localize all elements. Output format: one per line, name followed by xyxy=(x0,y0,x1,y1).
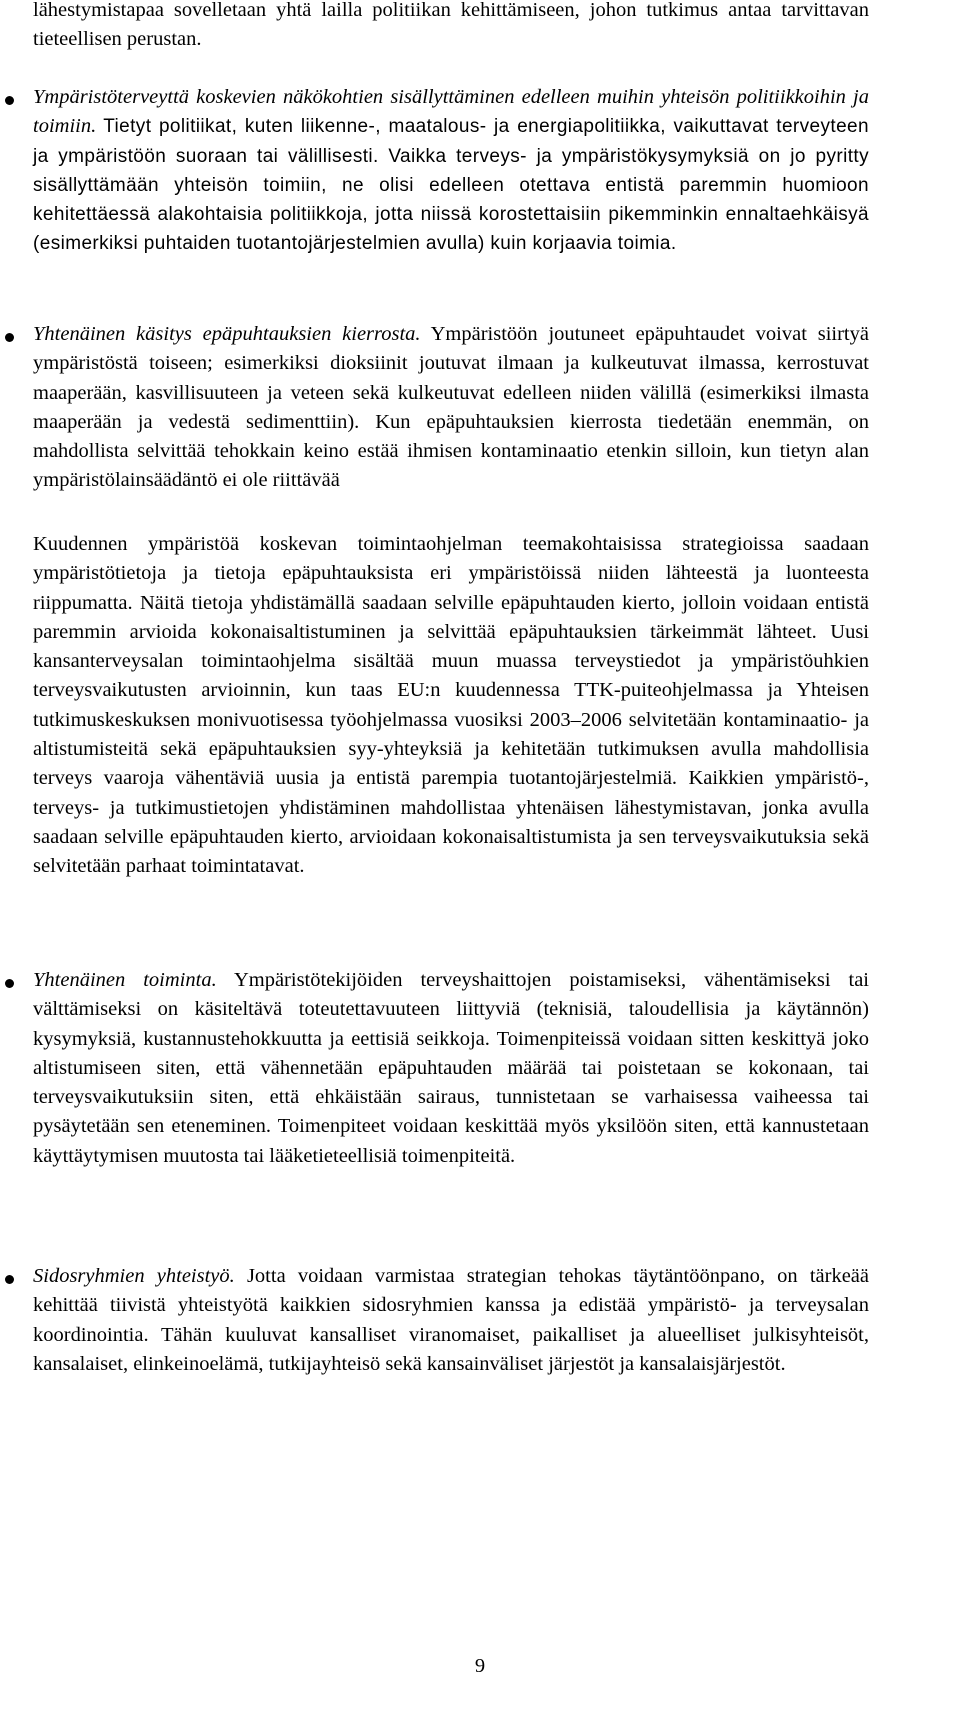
bullet-lead: Sidosryhmien yhteistyö. xyxy=(33,1265,235,1287)
bullet-body: Ympäristöön joutuneet epäpuhtaudet voivat siirtyä ympäristöstä toiseen; esimerkiksi dioksiinit joutuvat ilmaan ja kulkeutuvat ilmassa, kerrostuvat maaperään, kasvillisuuteen ja veteen sekä kulkeutuvat edelleen niiden välillä (esimerkiksi ilmasta maaperään ja vedestä sedimenttiin). Kun epäpuhtauksien kierrosta tiedetään enemmän, on mahdollista selvittää tehokkain keino estää ihmisen kontaminaatio etenkin silloin, kun tietyn alan ympäristölainsäädäntö ei ole riittävää xyxy=(33,323,869,492)
bullet-item xyxy=(33,1262,869,1379)
opening-paragraph: lähestymistapaa sovelletaan yhtä lailla politiikan kehittämiseen, johon tutkimus antaa tarvittavan tieteellisen perustan. xyxy=(33,0,869,51)
bullet-paragraph xyxy=(33,1262,869,1379)
page-number: 9 xyxy=(474,1655,486,1677)
bullet-paragraph xyxy=(33,966,869,1171)
middle-paragraph: Kuudennen ympäristöä koskevan toimintaohjelman teemakohtaisissa strategioissa saadaan ympäristötietoja ja tietoja epäpuhtauksista eri ympäristöissä niiden lähteestä ja luonteesta riippumatta. Näitä tietoja yhdistämällä saadaan selville epäpuhtauden kierto, jolloin voidaan entistä paremmin arvioida kokonaisaltistuminen ja selvittää epäpuhtauksien tärkeimmät lähteet. Uusi kansanterveysalan toimintaohjelma sisältää muun muassa terveystiedot ja ympäristöuhkien terveysvaikutusten arvioinnin, kun taas EU:n kuudennessa TTK-puiteohjelmassa ja Yhteisen tutkimuskeskuksen monivuotisessa työohjelmassa vuosiksi 2003–2006 selvitetään kontaminaatio- ja altistumisteitä sekä epäpuhtauksien syy-yhteyksiä ja kehitetään tutkimuksen avulla mahdollisia terveys vaaroja vähentäviä uusia ja entistä parempia tuotantojärjestelmiä. Kaikkien ympäristö-, terveys- ja tutkimustietojen yhdistäminen mahdollistaa yhtenäisen lähestymistavan, jonka avulla saadaan selville epäpuhtauden kierto, arvioidaan kokonaisaltistumista ja sen terveysvaikutuksia sekä selvitetään parhaat toimintatavat. xyxy=(33,533,869,878)
bullet-lead: Ympäristöterveyttä koskevien näkökohtien sisällyttäminen edelleen muihin yhteisön politiikkoihin ja toimiin. xyxy=(33,86,869,138)
bullet-item xyxy=(33,320,869,496)
bullet-icon xyxy=(5,979,14,988)
bullet-paragraph xyxy=(33,320,869,496)
bullet-lead: Yhtenäinen toiminta. xyxy=(33,969,217,991)
bullet-item xyxy=(33,966,869,1171)
bullet-icon xyxy=(5,333,14,342)
bullet-icon xyxy=(5,1275,14,1284)
middle-paragraph-block xyxy=(33,530,869,882)
bullet-lead: Yhtenäinen käsitys epäpuhtauksien kierrosta. xyxy=(33,323,421,345)
bullet-body: Tietyt politiikat, kuten liikenne-, maatalous- ja energiapolitiikka, vaikuttavat terveyteen ja ympäristöön suoraan tai välillisesti. Vaikka terveys- ja ympäristökysymyksiä on jo pyritty sisällyttämään yhteisön toimiin, ne olisi edelleen otettava entistä paremmin huomioon kehitettäessä alakohtaisia politiikkoja, jotta niissä korostettaisiin pikemminkin ennaltaehkäisyä (esimerkiksi puhtaiden tuotantojärjestelmien avulla) kuin korjaavia toimia. xyxy=(33,116,869,255)
bullet-body: Jotta voidaan varmistaa strategian tehokas täytäntöönpano, on tärkeää kehittää tiivistä yhteistyötä kaikkien sidosryhmien kanssa ja edistää ympäristö- ja terveysalan koordinointia. Tähän kuuluvat kansalliset viranomaiset, paikalliset ja alueelliset julkisyhteisöt, kansalaiset, elinkeinoelämä, tutkijayhteisö sekä kansainväliset järjestöt ja kansalaisjärjestöt. xyxy=(33,1265,869,1375)
opening-paragraph-block xyxy=(33,0,869,55)
bullet-paragraph xyxy=(33,83,869,259)
bullet-body: Ympäristötekijöiden terveyshaittojen poistamiseksi, vähentämiseksi tai välttämiseksi on käsiteltävä toteutettavuuteen liittyviä (teknisiä, taloudellisia ja käytännön) kysymyksiä, kustannustehokkuutta ja eettisiä seikkoja. Toimenpiteissä voidaan sitten keskittyä joko altistumiseen siten, että vähennetään epäpuhtauden määrää tai poistetaan se kokonaan, tai terveysvaikutuksiin siten, että ehkäistään sairaus, tunnistetaan se varhaisessa vaiheessa tai pysäytetään sen eteneminen. Toimenpiteet voidaan keskittää myös yksilöön siten, että kannustetaan käyttäytymisen muutosta tai lääketieteellisiä toimenpiteitä. xyxy=(33,969,870,1167)
bullet-icon xyxy=(5,96,14,105)
bullet-item xyxy=(33,83,869,259)
